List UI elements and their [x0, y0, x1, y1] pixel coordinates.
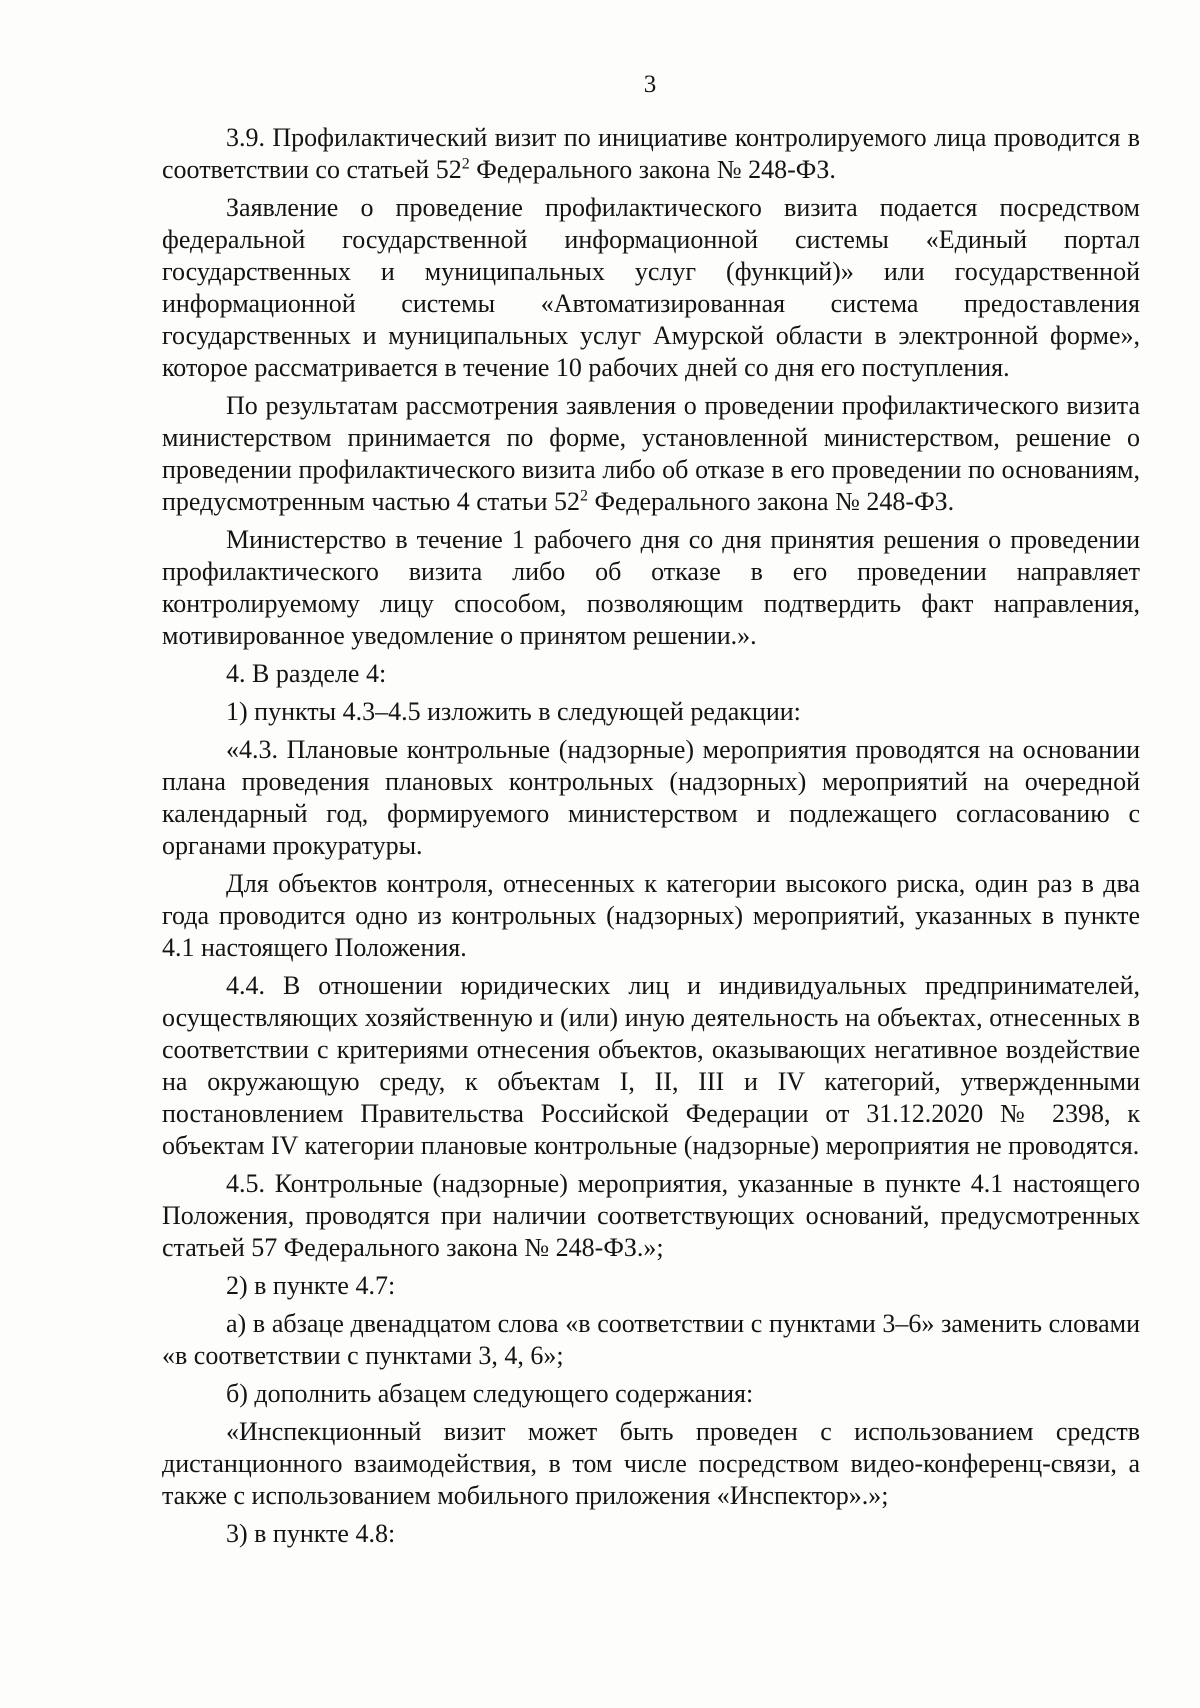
paragraph-item-2a: а) в абзаце двенадцатом слова «в соответствии с пунктами 3–6» заменить словами «в соответствии с пунктами 3, 4, 6»;: [162, 1309, 1140, 1370]
paragraph-item-1: 1) пункты 4.3–4.5 изложить в следующей редакции:: [226, 697, 801, 726]
paragraph-decision: По результатам рассмотрения заявления о проведении профилактического визита министерством принимается по форме, установленной министерством, решение о проведении профилактического визита либо об отказе в его проведении по основаниям, предусмотренным частью 4 статьи $52^2$ Федерального закона № 248-ФЗ.: [162, 391, 1140, 516]
paragraph-notification: Министерство в течение 1 рабочего дня со дня принятия решения о проведении профилактического визита либо об отказе в его проведении направляет контролируемому лицу способом, позволяющим подтвердить факт направления, мотивированное уведомление о принятом решении.».: [162, 525, 1140, 650]
paragraph-4-3: «4.3. Плановые контрольные (надзорные) мероприятия проводятся на основании плана проведения плановых контрольных (надзорных) мероприятий на очередной календарный год, формируемого министерством и подлежащего согласованию с органами прокуратуры.: [162, 735, 1140, 860]
paragraph-item-3: 3) в пункте 4.8:: [226, 1519, 396, 1548]
document-body: [162, 122, 1140, 1556]
paragraph-inspection-visit: «Инспекционный визит может быть проведен с использованием средств дистанционного взаимодействия, в том числе посредством видео-конференц-связи, а также с использованием мобильного приложения «Инспектор».»;: [162, 1417, 1140, 1510]
paragraph-application: Заявление о проведение профилактического визита подается посредством федеральной государственной информационной системы «Единый портал государственных и муниципальных услуг (функций)» или государственной информационной системы «Автоматизированная система предоставления государственных и муниципальных услуг Амурской области в электронной форме», которое рассматривается в течение 10 рабочих дней со дня его поступления.: [162, 193, 1140, 382]
paragraph-4-4: 4.4. В отношении юридических лиц и индивидуальных предпринимателей, осуществляющих хозяйственную и (или) иную деятельность на объектах, отнесенных в соответствии с критериями отнесения объектов, оказывающих негативное воздействие на окружающую среду, к объектам I, II, III и IV категорий, утвержденными постановлением Правительства Российской Федерации от 31.12.2020 № 2398, к объектам IV категории плановые контрольные (надзорные) мероприятия не проводятся.: [162, 971, 1140, 1160]
paragraph-item-2b: б) дополнить абзацем следующего содержания:: [226, 1379, 754, 1408]
page-number: 3: [643, 71, 657, 98]
paragraph-item-2: 2) в пункте 4.7:: [226, 1271, 396, 1300]
paragraph-3-9: 3.9. Профилактический визит по инициативе контролируемого лица проводится в соответствии со статьей $52^2$ Федерального закона № 248-ФЗ.: [162, 123, 1140, 184]
paragraph-high-risk: Для объектов контроля, отнесенных к категории высокого риска, один раз в два года проводится одно из контрольных (надзорных) мероприятий, указанных в пункте 4.1 настоящего Положения.: [162, 869, 1140, 962]
paragraph-4-5: 4.5. Контрольные (надзорные) мероприятия, указанные в пункте 4.1 настоящего Положения, проводятся при наличии соответствующих оснований, предусмотренных статьей 57 Федерального закона № 248-ФЗ.»;: [162, 1169, 1140, 1262]
paragraph-section-4: 4. В разделе 4:: [226, 659, 387, 688]
